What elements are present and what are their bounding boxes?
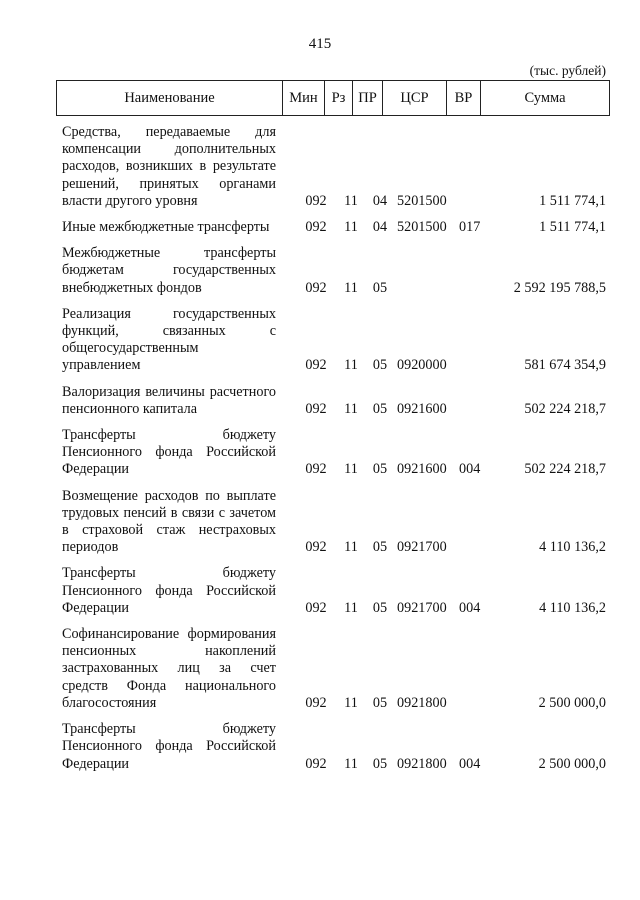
row-min: 092 [305,192,327,209]
row-csr: 5201500 [397,192,447,209]
row-sum: 581 674 354,9 [524,357,606,374]
table-row [62,626,610,712]
table-row [62,384,610,418]
row-rz: 11 [344,694,358,711]
header-vr: ВР [446,81,480,115]
table-row [62,306,610,375]
table-row [62,219,610,236]
row-min: 092 [305,219,327,236]
row-sum: 502 224 218,7 [524,461,606,478]
row-pr: 05 [372,694,388,711]
row-sum: 2 500 000,0 [538,755,606,772]
row-vr: 004 [459,461,481,478]
row-sum: 1 511 774,1 [539,219,606,236]
row-pr: 05 [372,755,388,772]
row-rz: 11 [344,755,358,772]
table-row [62,245,610,297]
row-name: Межбюджетные трансферты бюджетам государственных внебюджетных фондов [62,245,276,296]
row-min: 092 [305,279,327,296]
row-min: 092 [305,461,327,478]
row-rz: 11 [344,357,358,374]
row-vr: 004 [459,599,481,616]
row-vr: 017 [459,219,481,236]
row-rz: 11 [344,400,358,417]
row-min: 092 [305,694,327,711]
row-pr: 05 [372,539,388,556]
row-rz: 11 [344,599,358,616]
header-rz: Рз [324,81,352,115]
row-pr: 04 [372,192,388,209]
header-pr: ПР [352,81,382,115]
row-rz: 11 [344,279,358,296]
row-rz: 11 [344,539,358,556]
table-row [62,427,610,479]
row-csr: 0921800 [397,755,447,772]
row-name: Трансферты бюджету Пенсионного фонда Российской Федерации [62,427,276,478]
row-pr: 04 [372,219,388,236]
row-sum: 4 110 136,2 [539,599,606,616]
row-csr: 0921800 [397,694,447,711]
row-sum: 4 110 136,2 [539,539,606,556]
row-min: 092 [305,599,327,616]
table-row [62,721,610,773]
row-name: Софинансирование формирования пенсионных накоплений застрахованных лиц за счет средств Фонда национального благосостояния [62,626,276,711]
row-pr: 05 [372,461,388,478]
table-header [56,80,610,116]
row-rz: 11 [344,219,358,236]
table-body [62,124,610,782]
row-rz: 11 [344,461,358,478]
row-sum: 2 500 000,0 [538,694,606,711]
row-pr: 05 [372,599,388,616]
row-name: Средства, передаваемые для компенсации дополнительных расходов, возникших в результате решений, принятых органами власти другого уровня [62,124,276,209]
table-row [62,124,610,210]
row-csr: 0921700 [397,539,447,556]
row-name: Иные межбюджетные трансферты [62,219,270,236]
row-name: Трансферты бюджету Пенсионного фонда Российской Федерации [62,565,276,616]
row-name: Реализация государственных функций, связанных с общегосударственным управлением [62,305,276,374]
row-name: Возмещение расходов по выплате трудовых пенсий в связи с зачетом в страховой стаж нестраховых периодов [62,487,276,556]
row-rz: 11 [344,192,358,209]
row-name: Трансферты бюджету Пенсионного фонда Российской Федерации [62,721,276,772]
row-pr: 05 [372,279,388,296]
row-pr: 05 [372,357,388,374]
row-csr: 0920000 [397,357,447,374]
header-csr: ЦСР [382,81,446,115]
header-min: Мин [282,81,324,115]
row-csr: 0921600 [397,400,447,417]
row-csr: 0921700 [397,599,447,616]
row-name: Валоризация величины расчетного пенсионного капитала [62,383,276,417]
row-min: 092 [305,539,327,556]
row-pr: 05 [372,400,388,417]
units-label: (тыс. рублей) [529,63,606,78]
row-sum: 1 511 774,1 [539,192,606,209]
page-number: 415 [308,36,332,52]
row-min: 092 [305,357,327,374]
header-sum: Сумма [480,81,609,115]
row-sum: 502 224 218,7 [524,400,606,417]
row-vr: 004 [459,755,481,772]
row-csr: 5201500 [397,219,447,236]
row-min: 092 [305,400,327,417]
header-name: Наименование [124,89,215,106]
table-row [62,565,610,617]
row-sum: 2 592 195 788,5 [513,279,606,296]
row-min: 092 [305,755,327,772]
row-csr: 0921600 [397,461,447,478]
table-row [62,488,610,557]
